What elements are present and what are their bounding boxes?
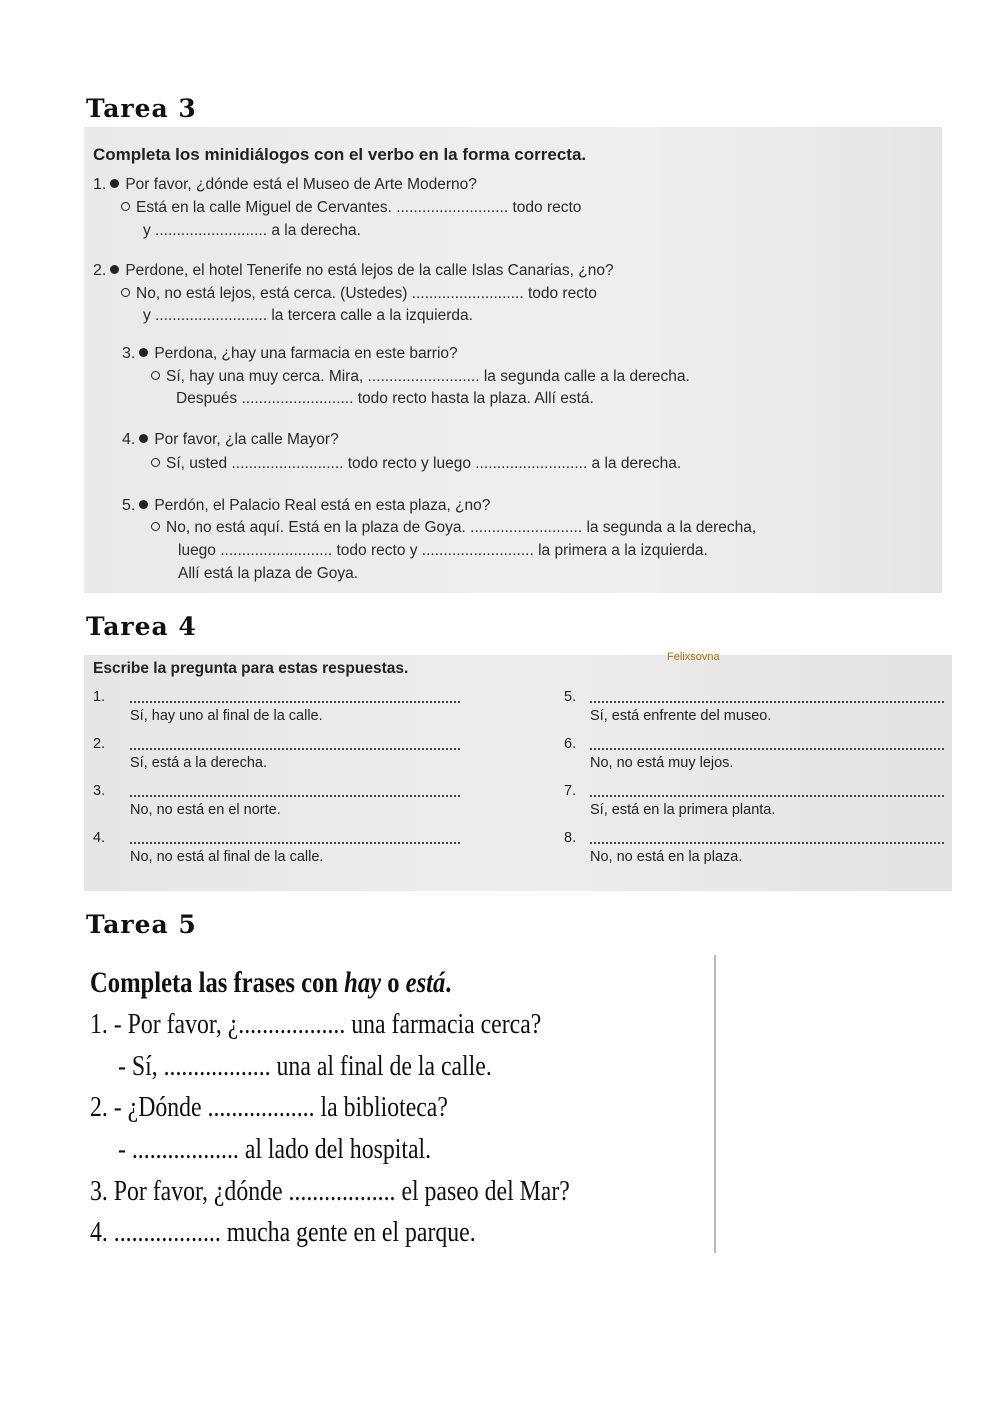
question-text: Perdón, el Palacio Real está en esta plaza, ¿no? bbox=[154, 497, 491, 514]
item-number: 4. bbox=[122, 431, 136, 448]
tarea4-answer-2: Sí, está a la derecha. bbox=[130, 755, 268, 771]
tarea5-line-1: 1. - Por favor, ¿.................. una farmacia cerca? bbox=[90, 1008, 542, 1040]
answer-blank[interactable] bbox=[130, 691, 460, 703]
item-number: 2. bbox=[93, 262, 107, 279]
tarea4-item-5 bbox=[564, 689, 576, 705]
tarea4-answer-3: No, no está en el norte. bbox=[130, 802, 281, 818]
tarea3-item-4-answer bbox=[147, 455, 681, 473]
item-number: 8. bbox=[564, 830, 577, 846]
item-number: 1. bbox=[93, 176, 107, 193]
tarea4-item-3 bbox=[93, 783, 105, 799]
answer-text: Está en la calle Miguel de Cervantes. .......................... todo recto bbox=[136, 199, 582, 216]
tarea3-item-1-question bbox=[93, 176, 477, 194]
tarea4-answer-7: Sí, está en la primera planta. bbox=[590, 802, 776, 818]
item-number: 7. bbox=[564, 783, 577, 799]
question-text: Perdona, ¿hay una farmacia en este barrio? bbox=[154, 345, 458, 362]
item-number: 3. bbox=[122, 345, 136, 362]
word-esta: está bbox=[405, 966, 446, 999]
answer-text: Sí, hay una muy cerca. Mira, .......................... la segunda calle a la derecha. bbox=[166, 368, 690, 385]
tarea3-item-5-answer-cont: luego .......................... todo recto y .......................... la primera a la izquierda. bbox=[178, 542, 708, 559]
tarea4-item-2 bbox=[93, 736, 105, 752]
tarea3-item-5-answer-cont2: Allí está la plaza de Goya. bbox=[178, 565, 359, 582]
tarea4-answer-1: Sí, hay uno al final de la calle. bbox=[130, 708, 323, 724]
tarea3-item-3-answer bbox=[147, 368, 690, 386]
tarea5-line-5: 3. Por favor, ¿dónde .................. el paseo del Mar? bbox=[90, 1175, 570, 1207]
item-number: 5. bbox=[564, 689, 577, 705]
tarea4-item-1 bbox=[93, 689, 105, 705]
instruction-prefix: Completa las frases con bbox=[90, 966, 345, 999]
tarea3-item-3-question bbox=[122, 345, 458, 363]
open-bullet-icon bbox=[121, 202, 130, 211]
word-hay: hay bbox=[344, 966, 382, 999]
instruction-period: . bbox=[445, 966, 452, 999]
filled-bullet-icon bbox=[139, 500, 148, 509]
tarea4-title: Tarea 4 bbox=[86, 612, 197, 641]
filled-bullet-icon bbox=[110, 265, 119, 274]
answer-text: No, no está aquí. Está en la plaza de Goya. .......................... la segunda a la derecha, bbox=[166, 519, 757, 536]
tarea4-item-6 bbox=[564, 736, 576, 752]
tarea3-item-2-question bbox=[93, 262, 614, 280]
filled-bullet-icon bbox=[139, 348, 148, 357]
tarea4-answer-6: No, no está muy lejos. bbox=[590, 755, 734, 771]
item-number: 3. bbox=[93, 783, 106, 799]
tarea5-instruction bbox=[90, 966, 451, 1000]
open-bullet-icon bbox=[121, 288, 130, 297]
answer-text: No, no está lejos, está cerca. (Ustedes) .......................... todo recto bbox=[136, 285, 597, 302]
item-number: 2. bbox=[93, 736, 106, 752]
answer-text: Sí, usted .......................... todo recto y luego .......................... a la derecha. bbox=[166, 455, 682, 472]
tarea3-item-5-question bbox=[122, 497, 490, 515]
answer-blank[interactable] bbox=[130, 832, 460, 844]
tarea4-instruction: Escribe la pregunta para estas respuestas. bbox=[93, 660, 409, 677]
tarea4-answer-4: No, no está al final de la calle. bbox=[130, 849, 324, 865]
filled-bullet-icon bbox=[110, 179, 119, 188]
word-o: o bbox=[381, 966, 406, 999]
tarea3-item-1-answer bbox=[117, 199, 581, 217]
tarea4-item-8 bbox=[564, 830, 576, 846]
answer-blank[interactable] bbox=[590, 738, 944, 750]
answer-blank[interactable] bbox=[130, 785, 460, 797]
question-text: Por favor, ¿dónde está el Museo de Arte Moderno? bbox=[125, 176, 477, 193]
tarea5-line-2: - Sí, .................. una al final de la calle. bbox=[118, 1050, 492, 1082]
question-text: Por favor, ¿la calle Mayor? bbox=[154, 431, 339, 448]
tarea3-title: Tarea 3 bbox=[86, 94, 197, 123]
tarea3-item-4-question bbox=[122, 431, 339, 449]
open-bullet-icon bbox=[151, 371, 160, 380]
tarea3-item-5-answer bbox=[147, 519, 756, 537]
tarea5-title: Tarea 5 bbox=[86, 910, 197, 939]
answer-blank[interactable] bbox=[590, 691, 944, 703]
answer-blank[interactable] bbox=[590, 785, 944, 797]
tarea4-item-7 bbox=[564, 783, 576, 799]
item-number: 4. bbox=[93, 830, 106, 846]
tarea3-item-2-answer bbox=[117, 285, 597, 303]
tarea4-answer-8: No, no está en la plaza. bbox=[590, 849, 743, 865]
tarea5-line-3: 2. - ¿Dónde .................. la biblioteca? bbox=[90, 1091, 448, 1123]
tarea3-item-1-answer-cont: y .......................... a la derecha. bbox=[143, 222, 361, 239]
tarea4-item-4 bbox=[93, 830, 105, 846]
answer-blank[interactable] bbox=[590, 832, 944, 844]
tarea3-item-3-answer-cont: Después .......................... todo recto hasta la plaza. Allí está. bbox=[176, 390, 594, 407]
open-bullet-icon bbox=[151, 522, 160, 531]
answer-blank[interactable] bbox=[130, 738, 460, 750]
item-number: 1. bbox=[93, 689, 106, 705]
item-number: 6. bbox=[564, 736, 577, 752]
divider-line bbox=[714, 955, 716, 1253]
tarea4-answer-5: Sí, está enfrente del museo. bbox=[590, 708, 772, 724]
filled-bullet-icon bbox=[139, 434, 148, 443]
open-bullet-icon bbox=[151, 458, 160, 467]
tarea3-item-2-answer-cont: y .......................... la tercera calle a la izquierda. bbox=[143, 307, 473, 324]
item-number: 5. bbox=[122, 497, 136, 514]
tarea5-line-6: 4. .................. mucha gente en el parque. bbox=[90, 1216, 476, 1248]
tarea5-line-4: - .................. al lado del hospital. bbox=[118, 1133, 432, 1165]
tarea3-instruction: Completa los minidiálogos con el verbo en la forma correcta. bbox=[93, 145, 587, 164]
question-text: Perdone, el hotel Tenerife no está lejos de la calle Islas Canarias, ¿no? bbox=[125, 262, 614, 279]
watermark: Felixsovna bbox=[667, 651, 720, 663]
